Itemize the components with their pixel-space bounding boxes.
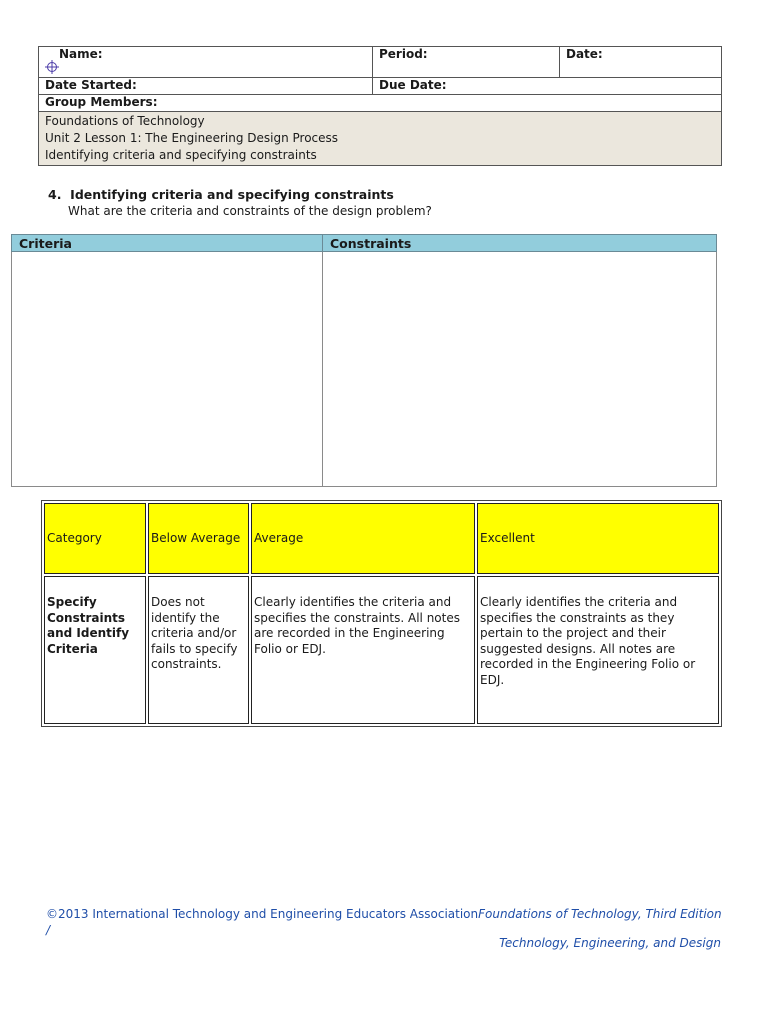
rubric-below-average-cell: Does not identify the criteria and/or fails to specify constraints. [148, 576, 249, 724]
rubric-header-category: Category [44, 503, 146, 574]
name-field[interactable] [39, 47, 373, 78]
criteria-constraints-table [11, 234, 717, 487]
move-handle-icon[interactable] [45, 60, 59, 74]
student-info-table [38, 46, 722, 166]
rubric-header-below-average: Below Average [148, 503, 249, 574]
rubric-average-cell: Clearly identifies the criteria and specifies the constraints. All notes are recorded in the Engineering Folio or EDJ. [251, 576, 475, 724]
lesson-info [39, 112, 722, 166]
period-label: Period: [379, 47, 428, 61]
period-field[interactable] [373, 47, 560, 78]
footer-copyright-line [46, 906, 726, 938]
due-date-field[interactable] [373, 78, 722, 95]
rubric-header-average: Average [251, 503, 475, 574]
lesson-title: Unit 2 Lesson 1: The Engineering Design Process [45, 131, 339, 145]
course-title: Foundations of Technology [45, 114, 205, 128]
date-field[interactable] [560, 47, 722, 78]
book-subtitle: Technology, Engineering, and Design [499, 936, 721, 950]
date-started-field[interactable] [39, 78, 373, 95]
rubric-header-excellent: Excellent [477, 503, 719, 574]
rubric-excellent-cell: Clearly identifies the criteria and specifies the constraints as they pertain to the project and their suggested designs. All notes are recorded in the Engineering Folio or EDJ. [477, 576, 719, 724]
topic-title: Identifying criteria and specifying constraints [45, 148, 317, 162]
due-date-label: Due Date: [379, 78, 447, 92]
group-members-label: Group Members: [45, 95, 158, 109]
group-members-field[interactable] [39, 95, 722, 112]
question-title: Identifying criteria and specifying constraints [70, 187, 394, 202]
book-title: Foundations of Technology, Third Edition / [46, 907, 722, 937]
name-label: Name: [59, 47, 103, 61]
date-started-label: Date Started: [45, 78, 137, 92]
criteria-header: Criteria [12, 235, 323, 252]
question-number: 4. [48, 187, 62, 202]
copyright-text: ©2013 International Technology and Engineering Educators Association [46, 907, 479, 921]
date-label: Date: [566, 47, 603, 61]
question-prompt: What are the criteria and constraints of the design problem? [68, 204, 432, 218]
question-heading [48, 187, 394, 202]
rubric-table [41, 500, 722, 727]
constraints-header: Constraints [323, 235, 717, 252]
constraints-cell[interactable] [323, 252, 717, 487]
rubric-category-cell: Specify Constraints and Identify Criteria [44, 576, 146, 724]
criteria-cell[interactable] [12, 252, 323, 487]
